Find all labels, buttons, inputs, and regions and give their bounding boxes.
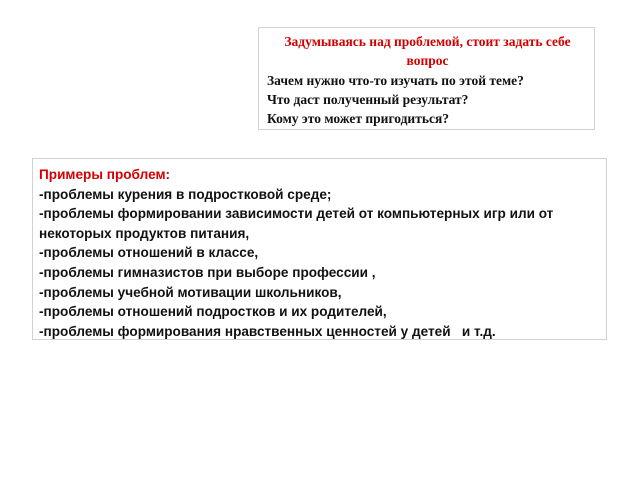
question-box xyxy=(258,27,595,130)
example-item: -проблемы формировании зависимости детей от компьютерных игр или от некоторых продуктов питания, xyxy=(39,206,554,241)
example-item: -проблемы учебной мотивации школьников, xyxy=(39,284,342,300)
example-item: -проблемы формирования нравственных ценностей у детей и т.д. xyxy=(39,323,496,339)
examples-box xyxy=(32,158,607,340)
example-item: -проблемы отношений подростков и их родителей, xyxy=(39,304,387,320)
example-item: -проблемы гимназистов при выборе профессии , xyxy=(39,264,376,280)
example-item: -проблемы курения в подростковой среде; xyxy=(39,186,332,202)
question-line: Что даст полученный результат? xyxy=(267,92,469,107)
question-line: Кому это может пригодиться? xyxy=(267,111,450,126)
example-item: -проблемы отношений в классе, xyxy=(39,245,259,261)
question-line: Зачем нужно что-то изучать по этой теме? xyxy=(267,73,524,88)
question-heading: Задумываясь над проблемой, стоит задать себе вопрос xyxy=(284,34,571,68)
examples-heading: Примеры проблем: xyxy=(39,167,171,182)
